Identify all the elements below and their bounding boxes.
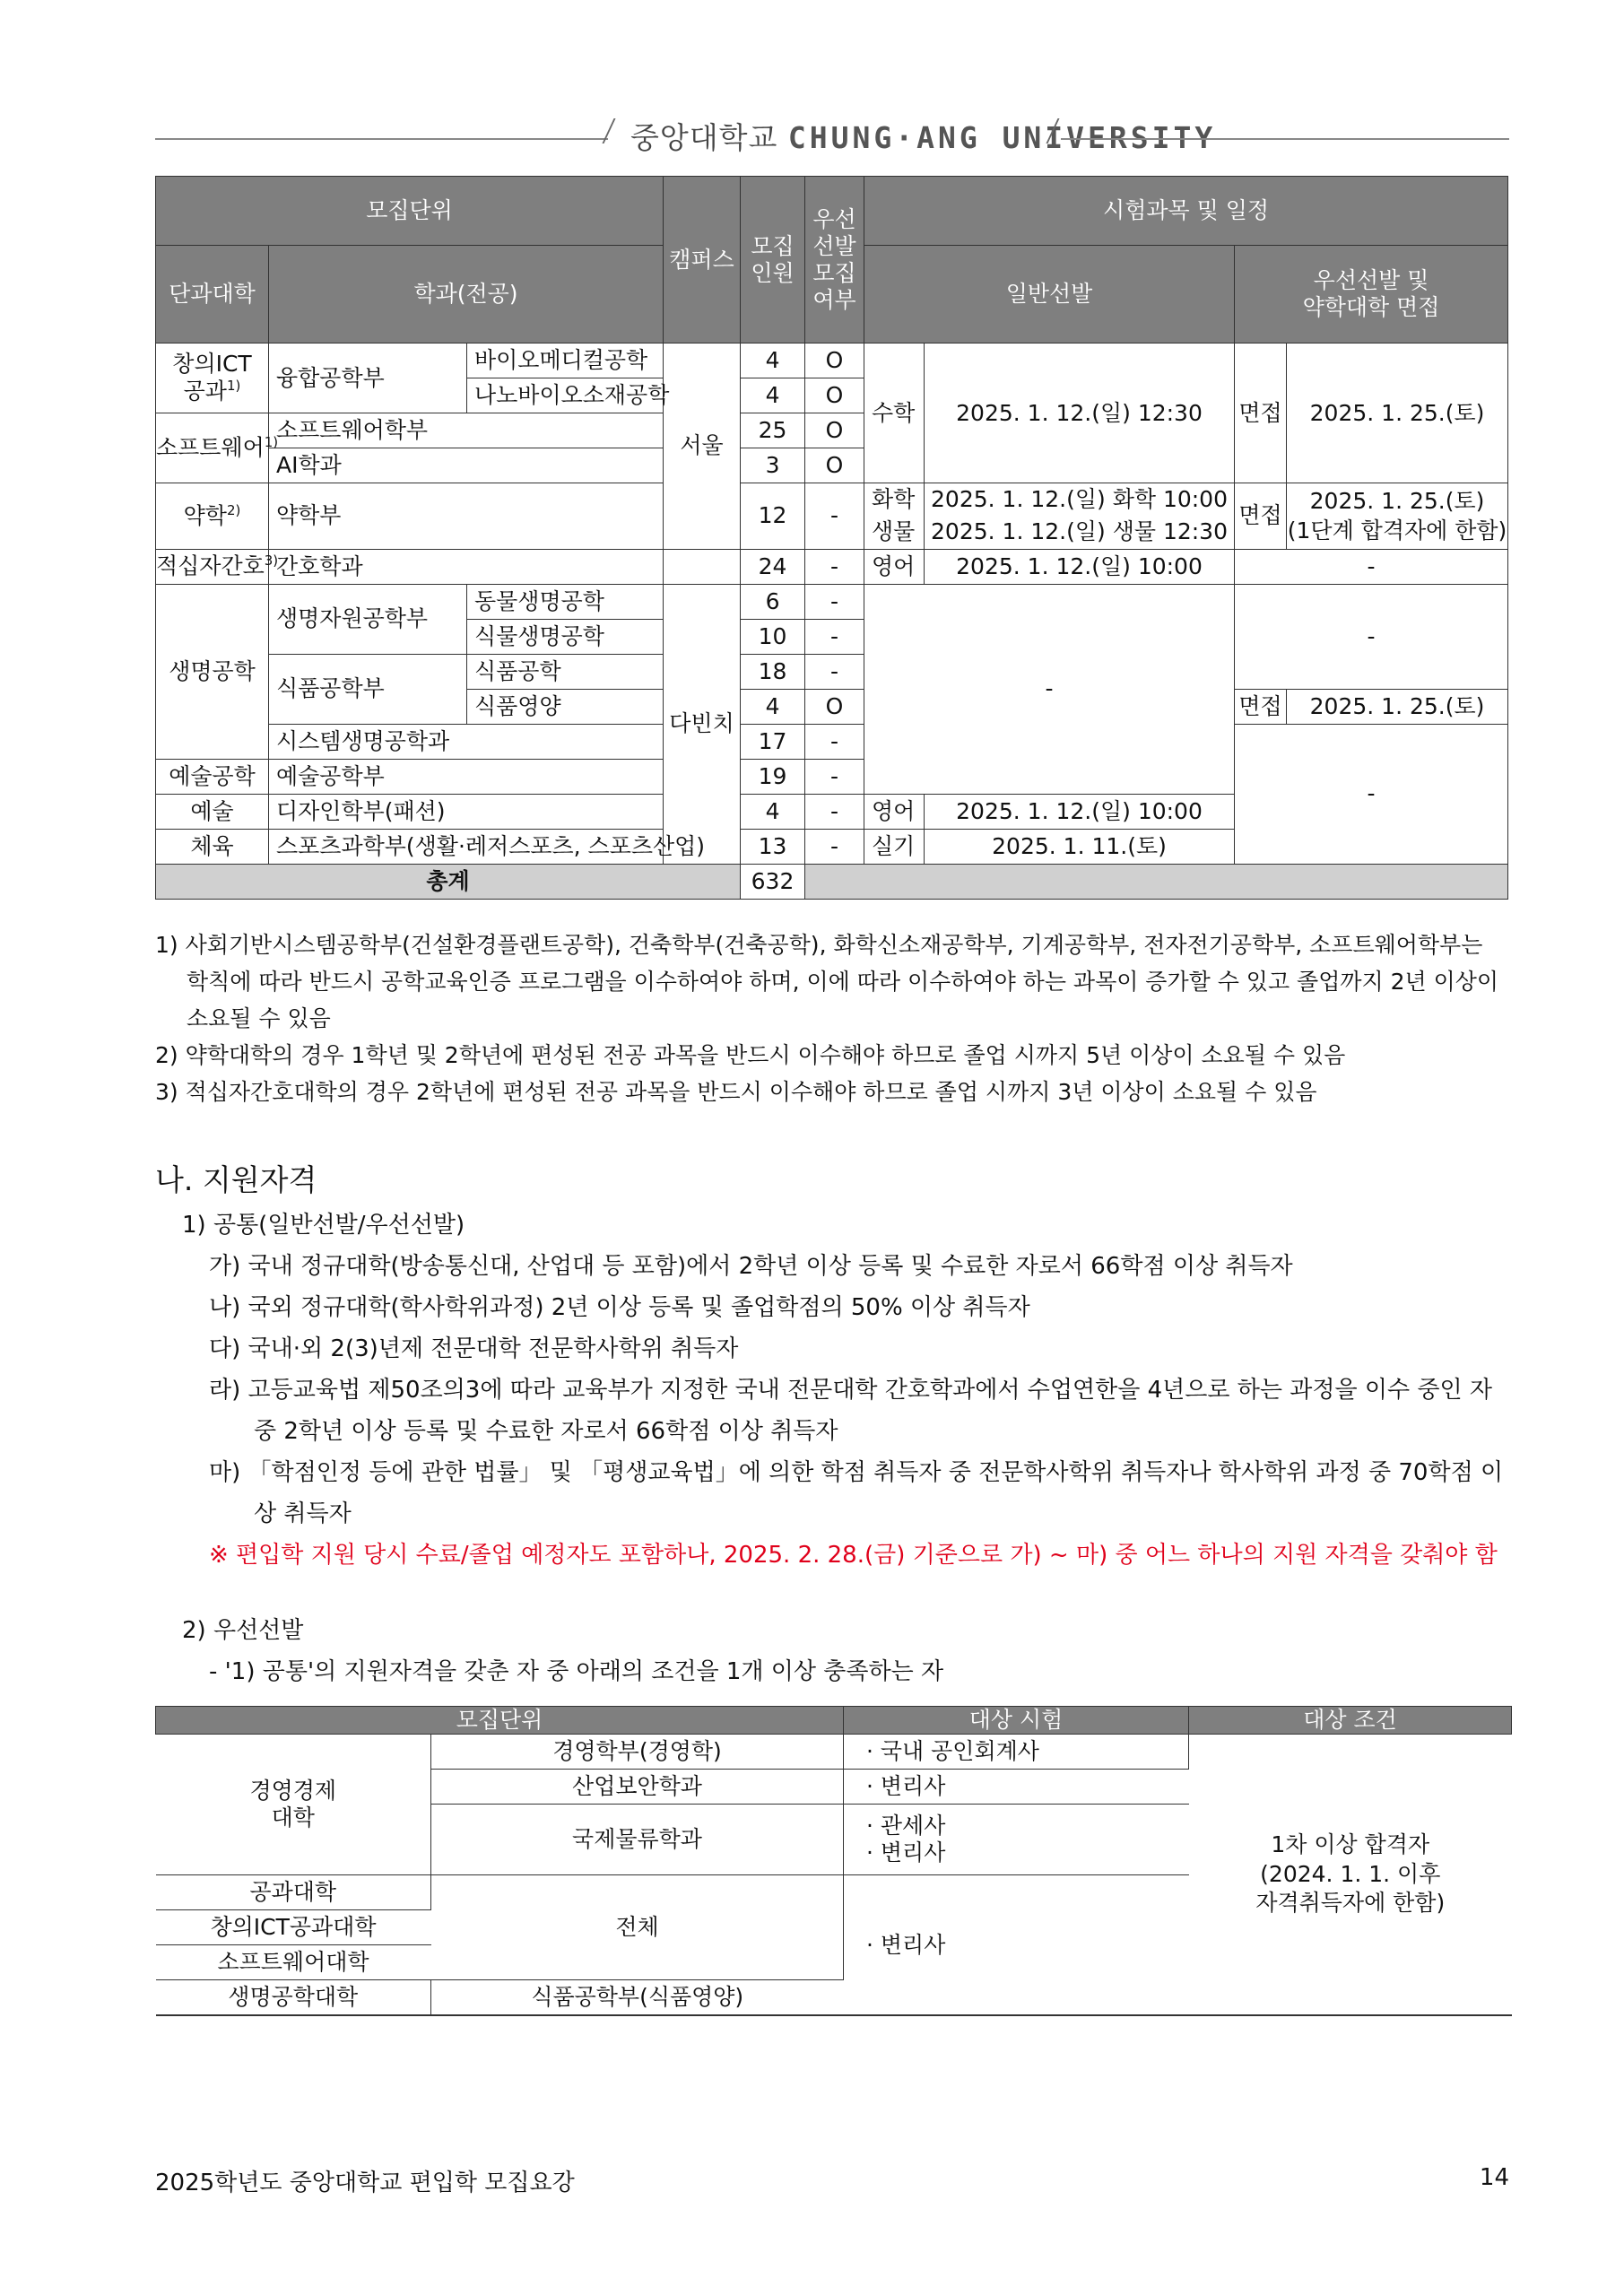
th-cond: 대상 조건 — [1189, 1707, 1512, 1735]
pharm-interview-note: (1단계 합격자에 한함) — [1287, 517, 1507, 544]
list-item — [155, 1246, 1509, 1287]
th-priority: 우선 선발 모집 여부 — [805, 177, 864, 344]
header-title-en: CHUNG·ANG UNIVERSITY — [787, 120, 1217, 155]
interview-cell: - — [1235, 584, 1508, 689]
college-cell: 창의ICT공과대학 — [156, 1910, 431, 1945]
page-number: 14 — [1479, 2164, 1509, 2191]
dept-cell: 소프트웨어학부 — [269, 413, 664, 448]
exam-subject-cell — [864, 483, 925, 550]
exam-date-cell — [925, 483, 1235, 550]
th-unit: 모집단위 — [156, 1707, 844, 1735]
dept-cell: 국제물류학과 — [431, 1805, 844, 1875]
major-cell: 바이오메디컬공학 — [467, 344, 664, 378]
dept-cell: 식품공학부 — [269, 654, 467, 724]
item-text: 국내·외 2(3)년제 전문대학 전문학사학위 취득자 — [248, 1335, 739, 1362]
header-title-kr: 중앙대학교 — [630, 120, 778, 155]
college-cell: 경영경제 대학 — [156, 1735, 431, 1875]
customs-label: · 관세사 — [866, 1813, 946, 1839]
interview-date-cell — [1287, 483, 1508, 550]
exam-cell: · 변리사 — [844, 1875, 1189, 2016]
quota-cell: 12 — [741, 483, 805, 550]
dept-cell: AI학과 — [269, 448, 664, 483]
exam-subject-cell: 실기 — [864, 829, 925, 864]
exam-subject-cell: 수학 — [864, 344, 925, 483]
th-quota: 모집 인원 — [741, 177, 805, 344]
pharm-interview-date: 2025. 1. 25.(토) — [1309, 487, 1485, 514]
priority-cell: - — [805, 549, 864, 584]
header-title — [630, 115, 1216, 157]
interview-date-cell: 2025. 1. 25.(토) — [1287, 689, 1508, 724]
item-mark: 다) — [209, 1335, 241, 1362]
college-cell: 소프트웨어대학 — [156, 1945, 431, 1980]
dept-cell: 디자인학부(패션) — [269, 794, 664, 829]
item-mark: 마) — [209, 1459, 241, 1486]
major-cell: 식품공학 — [467, 654, 664, 689]
dept-cell: 산업보안학과 — [431, 1770, 844, 1805]
interview-cell: 면접 — [1235, 483, 1287, 550]
list-item — [155, 1287, 1509, 1328]
quota-cell: 4 — [741, 794, 805, 829]
priority-title: 2) 우선선발 — [182, 1617, 304, 1644]
quota-cell: 10 — [741, 619, 805, 654]
priority-cell: - — [805, 483, 864, 550]
college-cell: 생명공학 — [156, 584, 269, 759]
footnote-1: 1) 사회기반시스템공학부(건설환경플랜트공학), 건축학부(건축공학), 화학신소재공학부, 기계공학부, 전자전기공학부, 소프트웨어학부는 학칙에 따라 반드시 공학교육인증 프로그램을 이수하여야 하며, 이에 따라 이수하여야 하는 과목이 증가할 수 있고 졸업까지 2년 이상이 소요될 수 있음 — [155, 932, 1499, 1031]
campus-cell — [664, 549, 741, 584]
major-cell: 나노바이오소재공학 — [467, 378, 664, 413]
qualification-list — [155, 1205, 1509, 1576]
quota-cell: 6 — [741, 584, 805, 619]
dept-cell: 식품공학부(식품영양) — [431, 1980, 844, 2016]
dept-cell: 약학부 — [269, 483, 664, 550]
patent-label: · 변리사 — [866, 1839, 946, 1866]
quota-cell: 4 — [741, 689, 805, 724]
th-priority-pharm: 우선선발 및 약학대학 면접 — [1235, 246, 1508, 344]
priority-cell: - — [805, 619, 864, 654]
chem-date: 2025. 1. 12.(일) 화학 10:00 — [931, 486, 1228, 512]
quota-cell: 3 — [741, 448, 805, 483]
dept-cell: 스포츠과학부(생활·레저스포츠, 스포츠산업) — [269, 829, 664, 864]
exam-cell: · 변리사 — [844, 1770, 1189, 1805]
condition-cell: 1차 이상 합격자 (2024. 1. 1. 이후 자격취득자에 한함) — [1189, 1735, 1512, 2016]
priority-cell: O — [805, 344, 864, 378]
th-dept: 학과(전공) — [269, 246, 664, 344]
th-exam: 대상 시험 — [844, 1707, 1189, 1735]
dept-cell: 경영학부(경영학) — [431, 1735, 844, 1770]
priority-cell: - — [805, 794, 864, 829]
priority-cell: O — [805, 378, 864, 413]
campus-cell: 서울 — [664, 344, 741, 550]
red-note: ※ 편입학 지원 당시 수료/졸업 예정자도 포함하나, 2025. 2. 28.(금) 기준으로 가) ~ 마) 중 어느 하나의 지원 자격을 갖춰야 함 — [209, 1542, 1498, 1569]
exam-date-cell: 2025. 1. 12.(일) 10:00 — [925, 549, 1235, 584]
exam-subject-cell: 영어 — [864, 549, 925, 584]
th-exam: 시험과목 및 일정 — [864, 177, 1508, 246]
quota-cell: 4 — [741, 378, 805, 413]
list-item — [155, 1370, 1509, 1452]
total-value: 632 — [741, 864, 805, 899]
item-text: 「학점인정 등에 관한 법률」 및 「평생교육법」에 의한 학점 취득자 중 전문학사학위 취득자나 학사학위 과정 중 70학점 이상 취득자 — [248, 1459, 1504, 1527]
priority-cell: O — [805, 448, 864, 483]
dept-cell: 융합공학부 — [269, 344, 467, 413]
quota-cell: 17 — [741, 724, 805, 759]
priority-cell: - — [805, 654, 864, 689]
th-general: 일반선발 — [864, 246, 1235, 344]
interview-cell: - — [1235, 724, 1508, 864]
item-mark: 가) — [209, 1253, 241, 1280]
quota-cell: 19 — [741, 759, 805, 794]
campus-cell: 다빈치 — [664, 584, 741, 864]
header-slash-left — [602, 118, 622, 144]
list-item — [155, 1328, 1509, 1370]
recruitment-table — [155, 176, 1508, 900]
chem-label: 화학 — [872, 486, 916, 512]
table-row — [156, 724, 1508, 759]
dept-cell: 생명자원공학부 — [269, 584, 467, 654]
item-mark: 라) — [209, 1377, 241, 1404]
interview-date-cell: 2025. 1. 25.(토) — [1287, 344, 1508, 483]
th-unit: 모집단위 — [156, 177, 664, 246]
interview-cell: 면접 — [1235, 689, 1287, 724]
footnote-mark: 2) — [226, 502, 241, 519]
exam-cell: · 국내 공인회계사 — [844, 1735, 1189, 1770]
exam-subject-cell: 영어 — [864, 794, 925, 829]
footnote-2: 2) 약학대학의 경우 1학년 및 2학년에 편성된 전공 과목을 반드시 이수해야 하므로 졸업 시까지 5년 이상이 소요될 수 있음 — [155, 1042, 1346, 1068]
college-cell: 예술공학 — [156, 759, 269, 794]
priority-desc: - '1) 공통'의 지원자격을 갖춘 자 중 아래의 조건을 1개 이상 충족하는 자 — [209, 1658, 944, 1685]
footer-title: 2025학년도 중앙대학교 편입학 모집요강 — [155, 2170, 575, 2196]
footnote-3: 3) 적십자간호대학의 경우 2학년에 편성된 전공 과목을 반드시 이수해야 하므로 졸업 시까지 3년 이상이 소요될 수 있음 — [155, 1079, 1317, 1105]
college-cell: 예술 — [156, 794, 269, 829]
quota-cell: 18 — [741, 654, 805, 689]
priority-cell: O — [805, 689, 864, 724]
priority-cell: - — [805, 829, 864, 864]
college-cell: 공과대학 — [156, 1875, 431, 1910]
quota-cell: 25 — [741, 413, 805, 448]
priority-cell: O — [805, 413, 864, 448]
exam-date-cell: 2025. 1. 11.(토) — [925, 829, 1235, 864]
college-cell — [156, 344, 269, 413]
item-text: 국내 정규대학(방송통신대, 산업대 등 포함)에서 2학년 이상 등록 및 수료한 자로서 66학점 이상 취득자 — [248, 1253, 1293, 1280]
common-title: 1) 공통(일반선발/우선선발) — [182, 1212, 465, 1239]
priority-section — [155, 1610, 1509, 1692]
college-label: 적십자간호 — [156, 552, 265, 579]
major-cell: 식물생명공학 — [467, 619, 664, 654]
header-rule-left — [155, 138, 608, 140]
table-header-row — [156, 1707, 1512, 1735]
total-label: 총계 — [156, 864, 741, 899]
table-row — [156, 584, 1508, 619]
college-cell — [156, 549, 279, 584]
item-text: 국외 정규대학(학사학위과정) 2년 이상 등록 및 졸업학점의 50% 이상 취득자 — [248, 1294, 1030, 1321]
priority-cell: - — [805, 584, 864, 619]
priority-cell: - — [805, 759, 864, 794]
exam-date-cell: 2025. 1. 12.(일) 10:00 — [925, 794, 1235, 829]
major-cell: 식품영양 — [467, 689, 664, 724]
dept-cell: 예술공학부 — [269, 759, 664, 794]
biol-label: 생물 — [872, 518, 916, 545]
footnote-mark: 3) — [264, 552, 279, 570]
footnote-mark: 1) — [264, 434, 279, 451]
college-cell — [156, 413, 279, 483]
dept-cell: 시스템생명공학과 — [269, 724, 664, 759]
table-row — [156, 483, 1508, 550]
dept-cell: 전체 — [431, 1875, 844, 1980]
interview-cell: 면접 — [1235, 344, 1287, 483]
page-footer — [155, 2164, 1509, 2197]
college-label: 창의ICT 공과 — [172, 351, 252, 404]
exam-cell: - — [864, 584, 1235, 794]
table-row — [156, 344, 1508, 378]
footnote-mark: 1) — [226, 378, 241, 395]
list-item — [155, 1452, 1509, 1535]
total-row — [156, 864, 1508, 899]
college-cell — [156, 483, 269, 550]
exam-cell — [844, 1805, 1189, 1875]
footnotes — [155, 926, 1509, 1110]
item-text: 고등교육법 제50조의3에 따라 교육부가 지정한 국내 전문대학 간호학과에서 수업연한을 4년으로 하는 과정을 이수 중인 자 중 2학년 이상 등록 및 수료한 자로서 66학점 이상 취득자 — [248, 1377, 1492, 1445]
table-row — [156, 549, 1508, 584]
interview-cell: - — [1235, 549, 1508, 584]
quota-cell: 4 — [741, 344, 805, 378]
header-rule-right — [1061, 138, 1509, 140]
major-cell: 동물생명공학 — [467, 584, 664, 619]
th-college: 단과대학 — [156, 246, 269, 344]
table-header-row — [156, 177, 1508, 246]
priority-cell: - — [805, 724, 864, 759]
page-header — [155, 111, 1509, 160]
exam-date-cell: 2025. 1. 12.(일) 12:30 — [925, 344, 1235, 483]
section-title: 나. 지원자격 — [155, 1162, 317, 1197]
biol-date: 2025. 1. 12.(일) 생물 12:30 — [931, 518, 1228, 545]
table-row — [156, 1735, 1512, 1770]
total-filler — [805, 864, 1508, 899]
college-label: 소프트웨어 — [156, 434, 265, 461]
th-campus: 캠퍼스 — [664, 177, 741, 344]
priority-table — [155, 1706, 1512, 2016]
college-cell: 생명공학대학 — [156, 1980, 431, 2016]
quota-cell: 13 — [741, 829, 805, 864]
dept-cell: 간호학과 — [269, 549, 664, 584]
college-label: 약학 — [183, 502, 227, 529]
college-cell: 체육 — [156, 829, 269, 864]
quota-cell: 24 — [741, 549, 805, 584]
item-mark: 나) — [209, 1294, 241, 1321]
